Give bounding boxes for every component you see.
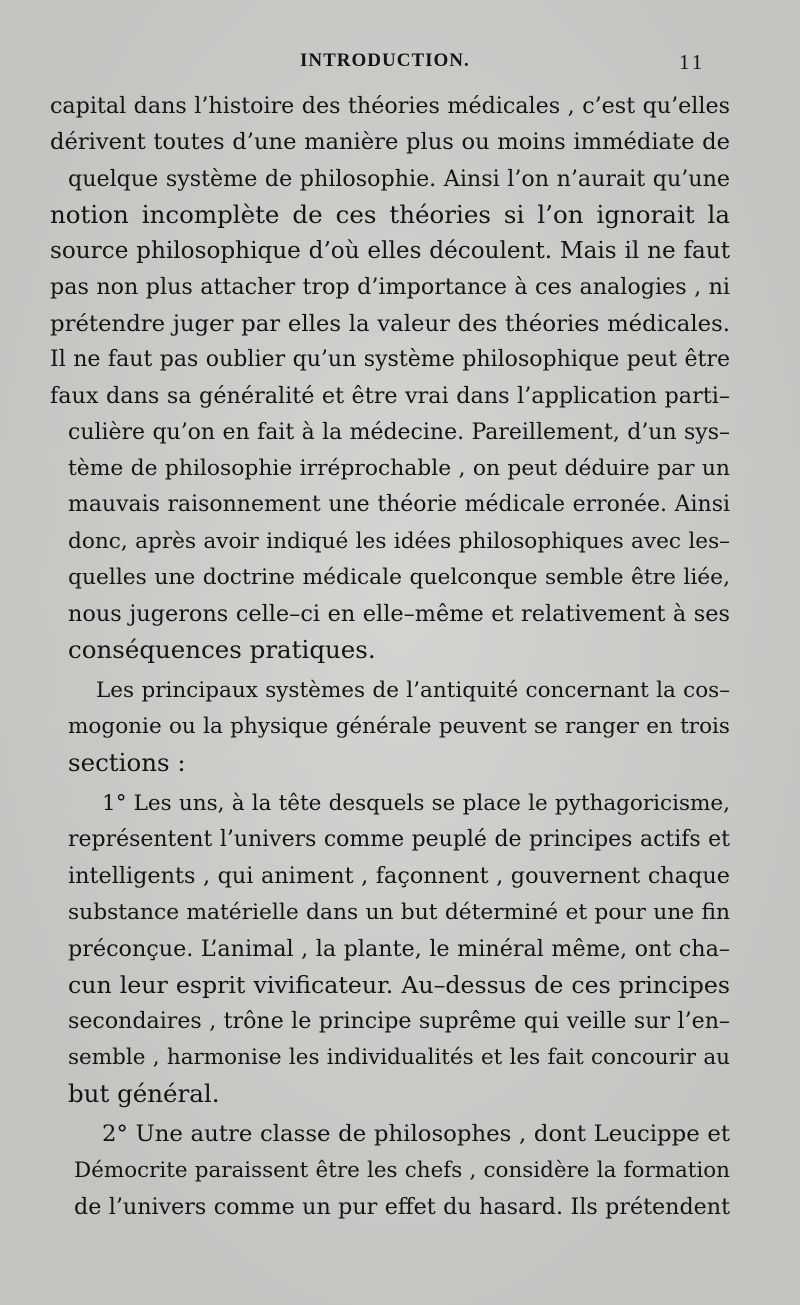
- text-line: semble , harmonise les individualités et les fait concourir au: [68, 1044, 730, 1070]
- text-line: tème de philosophie irréprochable , on peut déduire par un: [68, 455, 730, 481]
- text-line: préconçue. L’animal , la plante, le minéral même, ont cha–: [68, 935, 730, 962]
- text-line: substance matérielle dans un but déterminé et pour une fin: [68, 899, 730, 925]
- text-line: quelque système de philosophie. Ainsi l’on n’aurait qu’une: [68, 165, 730, 192]
- text-line: intelligents , qui animent , façonnent , gouvernent chaque: [68, 863, 730, 890]
- text-line: de l’univers comme un pur effet du hasard. Ils prétendent: [74, 1193, 730, 1220]
- text-line: Démocrite paraissent être les chefs , considère la formation: [74, 1157, 730, 1183]
- paragraph-first-line: 2° Une autre classe de philosophes , dont Leucippe et: [102, 1121, 730, 1148]
- text-line: faux dans sa généralité et être vrai dans l’application parti–: [50, 383, 730, 410]
- text-line: sections :: [68, 748, 186, 778]
- text-line: capital dans l’histoire des théories médicales , c’est qu’elles: [50, 93, 730, 119]
- paragraph-first-line: Les principaux systèmes de l’antiquité concernant la cos–: [96, 677, 730, 703]
- text-line: nous jugerons celle–ci en elle–même et relativement à ses: [68, 601, 730, 628]
- text-line: pas non plus attacher trop d’importance à ces analogies , ni: [50, 274, 730, 301]
- paragraph-first-line: 1° Les uns, à la tête desquels se place le pythagoricisme,: [102, 790, 730, 816]
- text-line: mauvais raisonnement une théorie médicale erronée. Ainsi: [68, 492, 730, 518]
- text-line: secondaires , trône le principe suprême qui veille sur l’en–: [68, 1008, 730, 1035]
- running-head: [0, 50, 800, 80]
- text-line: donc, après avoir indiqué les idées philosophiques avec les–: [68, 528, 730, 554]
- text-line: cun leur esprit vivificateur. Au–dessus de ces principes: [68, 971, 730, 1000]
- running-title: INTRODUCTION.: [300, 50, 470, 71]
- text-line: mogonie ou la physique générale peuvent se ranger en trois: [68, 714, 730, 740]
- text-line: but général.: [68, 1079, 220, 1109]
- text-line: conséquences pratiques.: [68, 635, 376, 665]
- text-line: représentent l’univers comme peuplé de principes actifs et: [68, 826, 730, 852]
- page-number: 11: [679, 50, 706, 74]
- text-line: Il ne faut pas oublier qu’un système philosophique peut être: [50, 347, 730, 373]
- body-text: [50, 88, 730, 1225]
- text-line: notion incomplète de ces théories si l’on ignorait la: [50, 199, 730, 229]
- text-line: source philosophique d’où elles découlent. Mais il ne faut: [50, 238, 730, 265]
- text-line: quelles une doctrine médicale quelconque semble être liée,: [68, 564, 730, 590]
- text-line: prétendre juger par elles la valeur des théories médicales.: [50, 310, 730, 337]
- text-line: culière qu’on en fait à la médecine. Pareillement, d’un sys–: [68, 419, 730, 445]
- text-line: dérivent toutes d’une manière plus ou moins immédiate de: [50, 129, 730, 156]
